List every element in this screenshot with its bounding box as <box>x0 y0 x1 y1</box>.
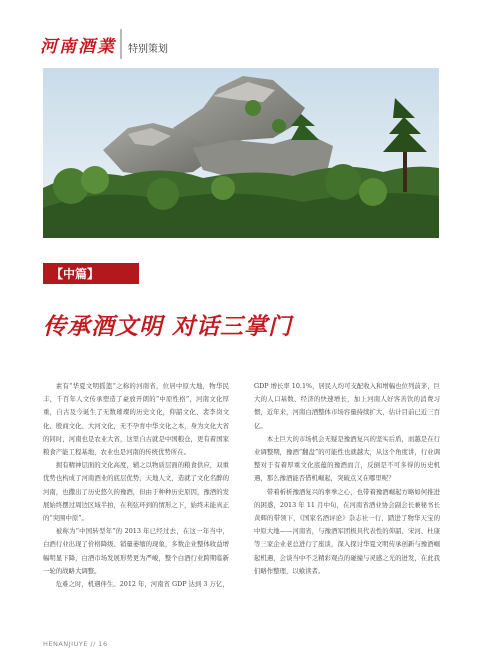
paragraph: 素有“华夏文明摇篮”之称的河南省，位居中原大地，物华民丰，千百年人文传承塑造了豪放开朗的“中原性格”，河南文化厚重，自古及今诞生了无数璀璨的历史文化，仰韶文化、裴李岗文化、殷商文化、大河文化，无不孕育中华文化之本，身为文化大省的同时，河南也是农业大省，这里自古就是中国粮仓，更有着国家粮食产能工程基地，农业也是河南的传统优势所在。 <box>43 382 229 457</box>
article-column-left <box>43 380 229 591</box>
paragraph: 带着析析豫酒复兴的拳拳之心，也带着豫酒崛起方略如何推进的困惑，2013 年 11 月中旬，在河南省酒业协会副会长兼秘书长黄辉的带领下，《国家名酒评论》杂志社一行，踏进了物华天宝的中原大地——河南省，与豫酒军团极具代表性的仰韶、宋河、杜康等三家企业老总进行了座谈，深入探讨华夏文明传承创新与豫酒崛起机遇，会谈当中不乏精彩观点的碰撞与灵感之光的迸发，在此我们略作整理，以飨读者。 <box>254 487 440 575</box>
masthead-divider <box>120 29 122 59</box>
mountain-photo <box>43 68 439 238</box>
paragraph: 本土巨大的市场机会无疑是豫酒复兴的坚实后盾，而越是在行业调整期，豫酒“翻盘”的可能性也就越大，从这个角度讲，行业调整对于有着厚重文化底蕴的豫酒而言，反倒是不可多得的历史机遇，那么豫酒能否借机崛起，突破点又在哪里呢？ <box>254 434 440 483</box>
section-tag: 【中篇】 <box>43 263 139 284</box>
page-footer: HENANJIUYE // 16 <box>43 640 108 648</box>
paragraph: 被称为“中国转型年”的 2013 年已经过去，在这一年当中，白酒行业出现了价格降级、销量萎缩的现象，多数企业整体收益增幅明显下降，白酒市场发展形势更为严峻，整个白酒行业跨期临新一轮的战略大调整。 <box>43 527 229 575</box>
article-headline: 传承酒文明 对话三掌门 <box>43 314 293 340</box>
paragraph: GDP 增长率 10.1%，居民人均可支配收入和增幅也位列前茅，巨大的人口基数、经济的快速增长，加上河南人好客善饮的消费习惯，近年来，河南白酒整体市场容量持续扩大，估计目前已近三百亿。 <box>254 382 440 430</box>
magazine-title: 河南酒業 <box>40 36 116 57</box>
masthead <box>40 30 168 58</box>
section-label: 特别策划 <box>128 43 168 55</box>
paragraph: 拥有精神层面的文化高度，辅之以物质层面的粮食供应，双重优势也构成了河南酒业的底层优势，天地人文，造就了文化名醉的河南，也撒出了历史悠久的豫酒，但由于种种历史原因，豫酒的发展始终摆过周边区域半拍，在利弦环到的情形之下，始终未能真正的“突围中原”。 <box>43 461 229 523</box>
paragraph: 危难之时，机遇伴生。2012 年，河南省 GDP 达到 3 万亿， <box>55 580 229 589</box>
article-column-right <box>254 380 440 578</box>
